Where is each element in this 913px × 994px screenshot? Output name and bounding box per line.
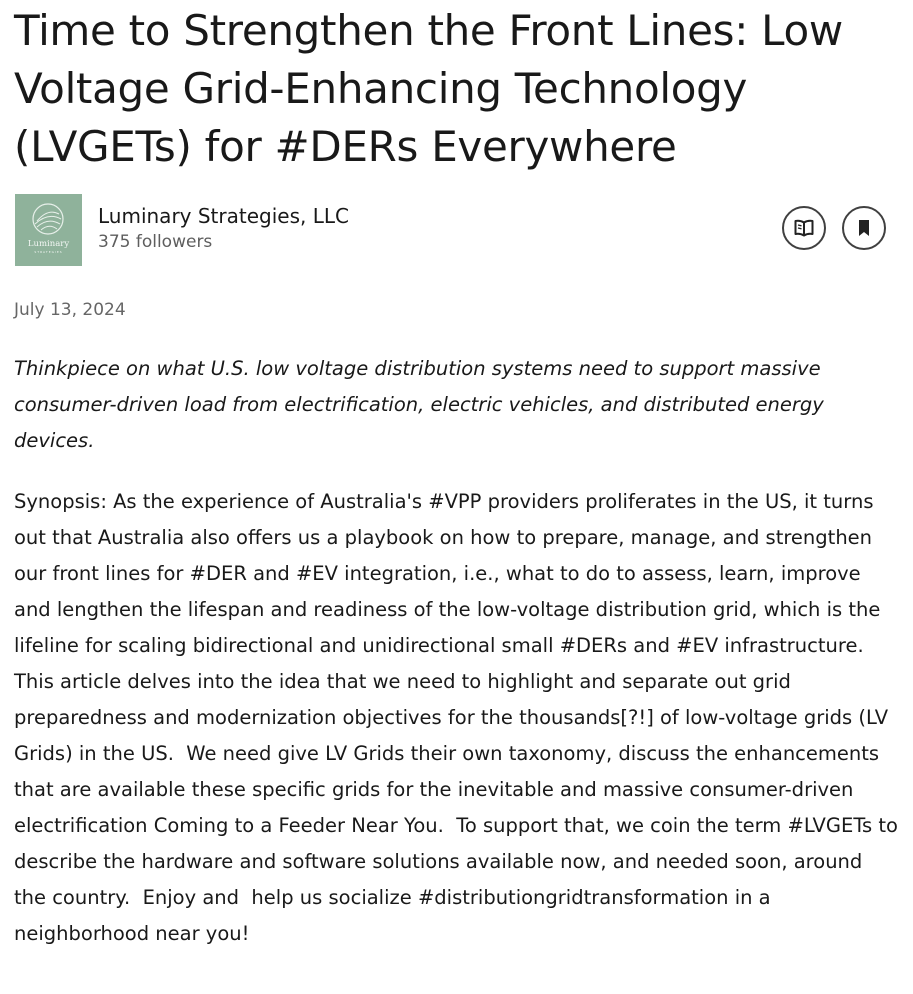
follower-count: 375 followers (98, 232, 213, 252)
read-button[interactable] (782, 206, 826, 250)
author-row (14, 194, 899, 268)
author-info (98, 202, 349, 254)
article-body: Synopsis: As the experience of Australia's #VPP providers proliferates in the US, it turns out that Australia also offers us a playbook on how to prepare, manage, and strengthen our front lines for #DER and #EV integration, i.e., what to do to assess, learn, improve and lengthen the lifespan and readiness of the low-voltage distribution grid, which is the lifeline for scaling bidirectional and unidirectional small #DERs and #EV infrastructure. This article delves into the idea that we need to highlight and separate out grid preparedness and modernization objectives for the thousands[?!] of low-voltage grids (LV Grids) in the US. We need give LV Grids their own taxonomy, discuss the enhancements that are available these specific grids for the inevitable and massive consumer-driven electrification Coming to a Feeder Near You. To support that, we coin the term #LVGETs to describe the hardware and software solutions available now, and needed soon, around the country. Enjoy and help us socialize #distributiongridtransformation in a neighborhood near you! (14, 490, 905, 945)
company-logo[interactable] (15, 194, 82, 266)
save-button[interactable] (842, 206, 886, 250)
logo-subtext: STRATEGIES (34, 250, 63, 254)
luminary-logo-icon (15, 194, 82, 266)
bookmark-icon (852, 216, 876, 240)
article (14, 0, 905, 945)
article-title: Time to Strengthen the Front Lines: Low Voltage Grid-Enhancing Technology (LVGETs) for #DERs Everywhere (14, 6, 843, 171)
logo-wordmark: Luminary (27, 239, 70, 249)
article-subtitle: Thinkpiece on what U.S. low voltage distribution systems need to support massive consumer-driven load from electrification, electric vehicles, and distributed energy devices. (14, 357, 824, 452)
book-open-icon (792, 216, 816, 240)
publish-date: July 13, 2024 (14, 300, 126, 320)
author-name[interactable]: Luminary Strategies, LLC (98, 204, 349, 228)
